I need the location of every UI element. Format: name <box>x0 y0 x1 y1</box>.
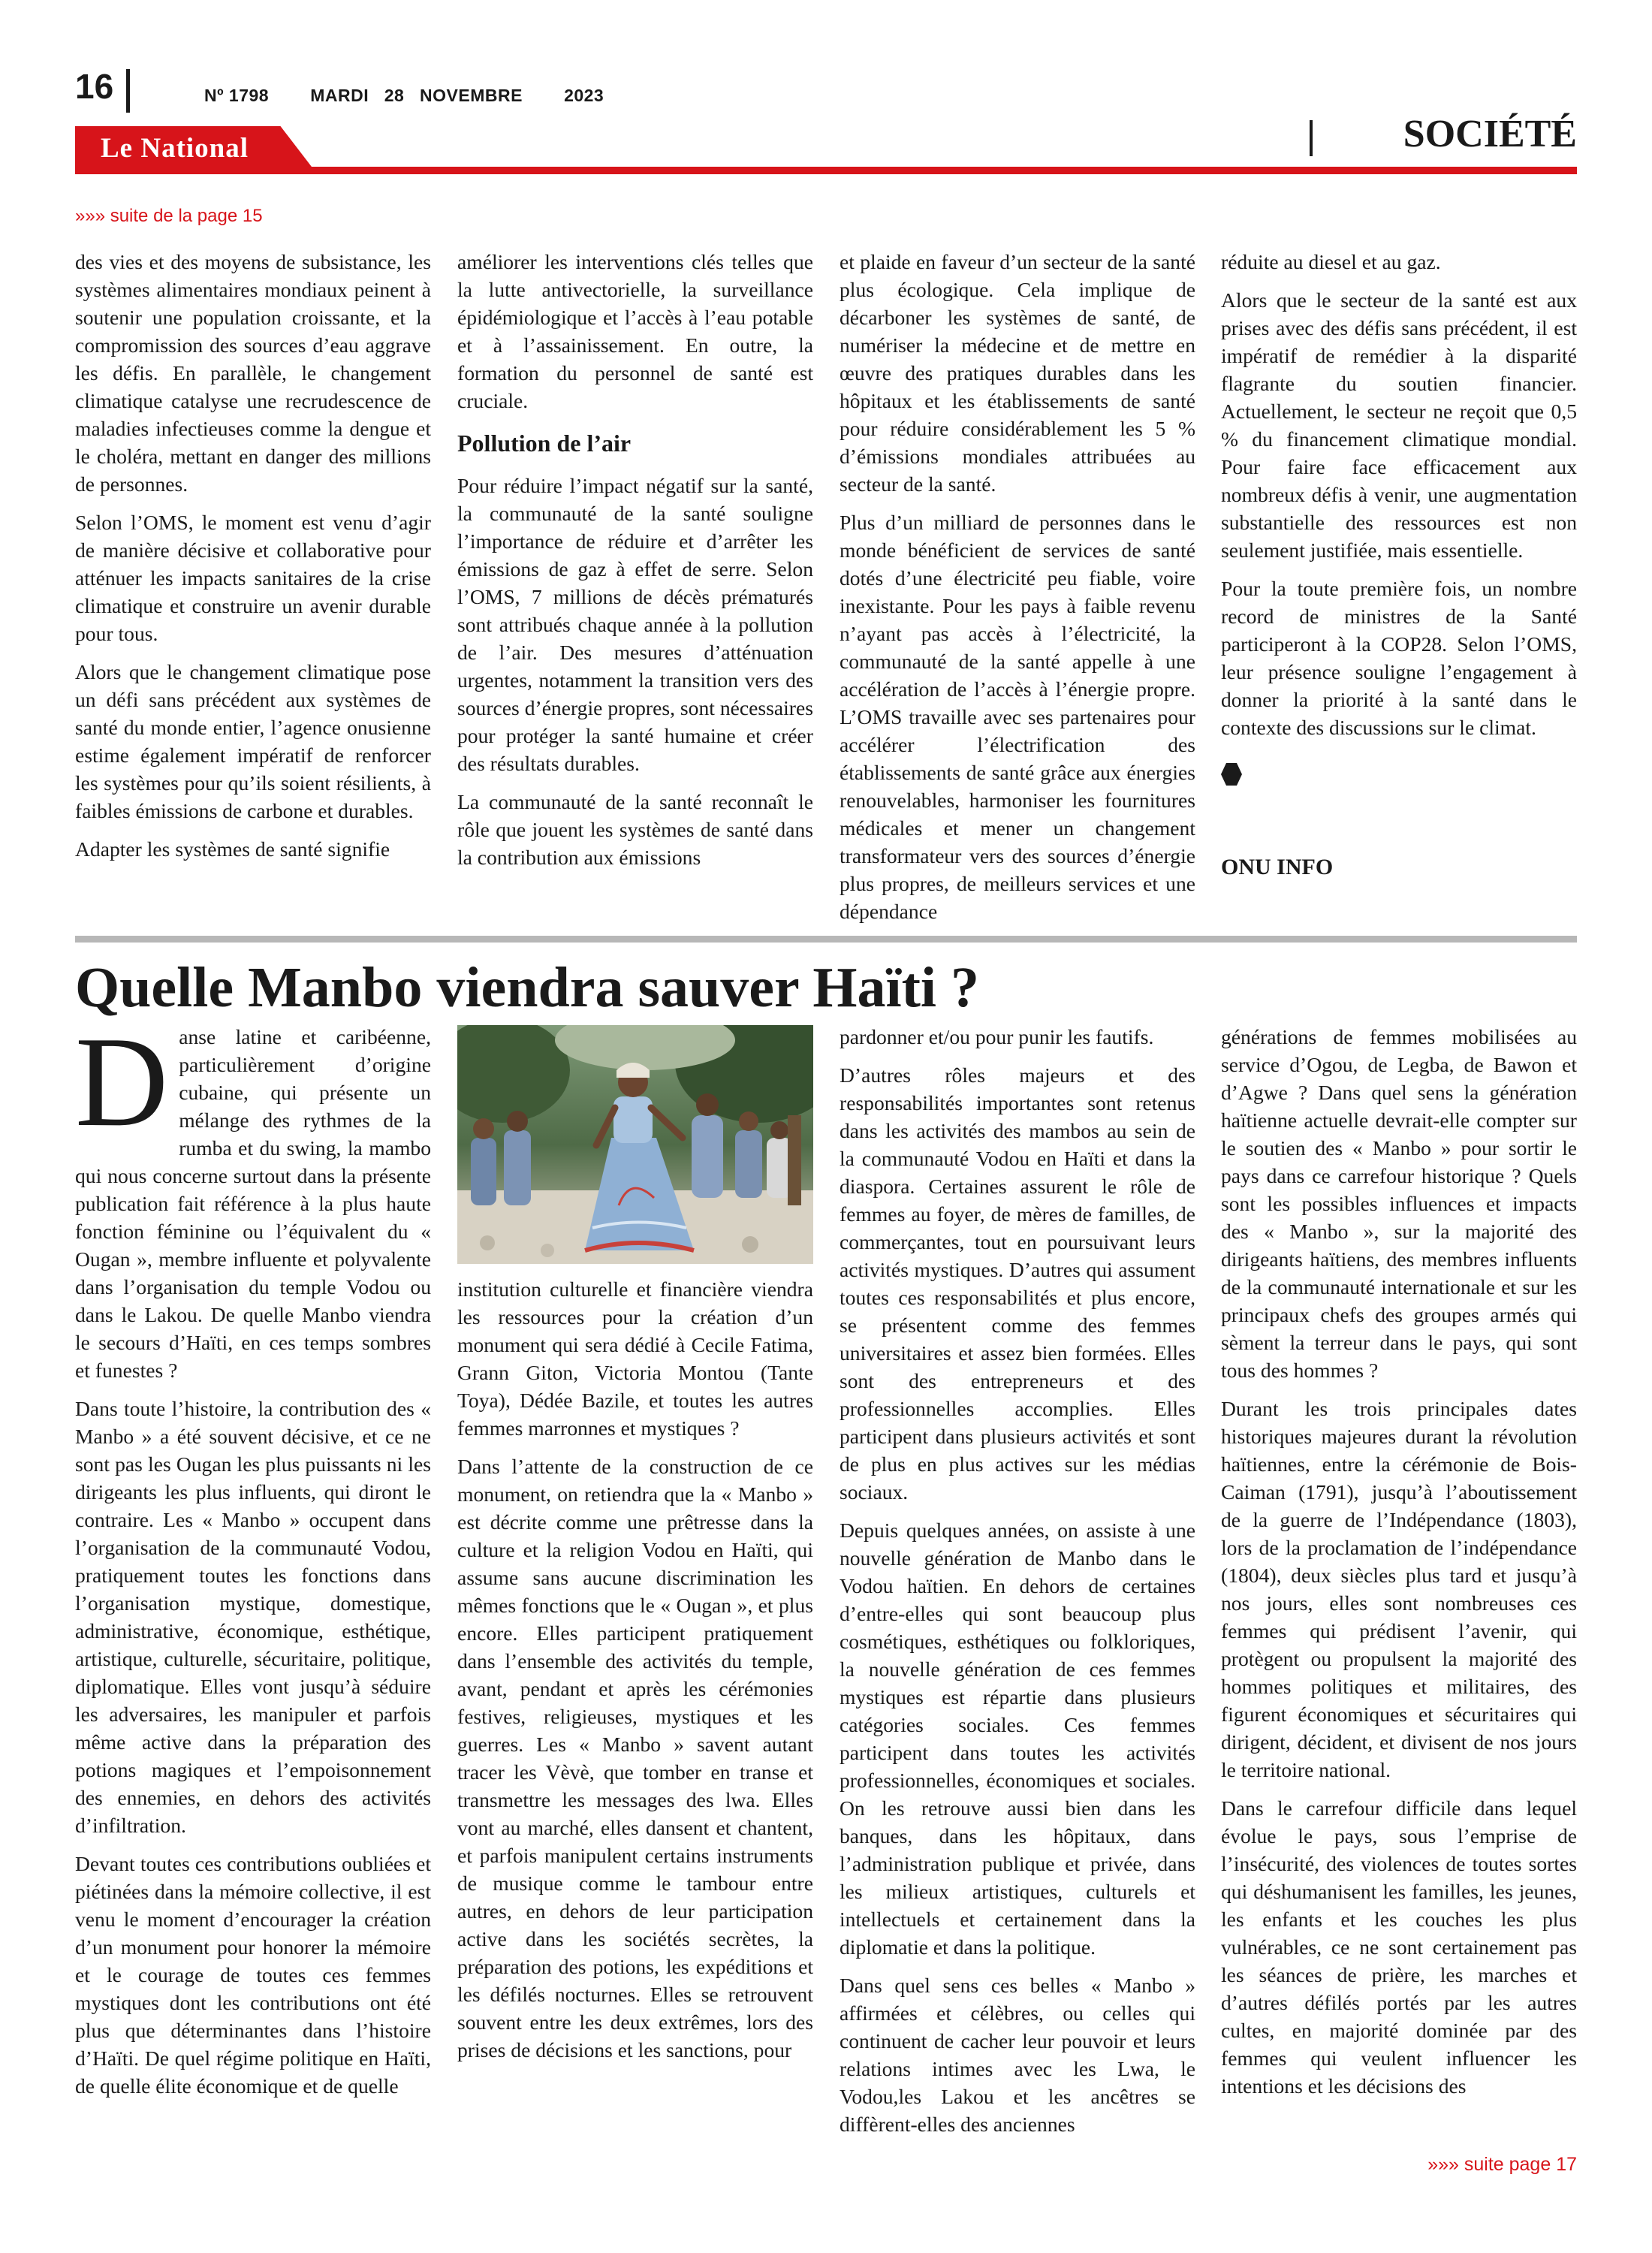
article-separator <box>75 936 1577 943</box>
drop-cap: D <box>75 1011 169 1154</box>
issue-year: 2023 <box>564 86 604 105</box>
paragraph: Dans l’attente de la construction de ce monument, on retiendra que la « Manbo » est décrite comme une prêtresse dans la culture et la religion Vodou en Haïti, qui assume sans aucune discrimination les mêmes fonctions que le « Ougan », et plus encore. Elles participent pratiquement dans l’ensemble des activités du temple, avant, pendant et après les cérémonies festives, religieuses, mystiques et les guerres. Les « Manbo » savent autant tracer les Vèvè, que tomber en transe et transmettre les messages des lwa. Elles vont au marché, elles dansent et chantent, et parfois manipulent certains instruments de musique comme le tambour entre autres, en dehors de leur participation active dans les sociétés secrètes, la préparation des potions, les expéditions et les défilés nocturnes. Elles se retrouvent souvent entre les deux extrêmes, lors des prises de décisions et les sanctions, pour <box>457 1455 813 2061</box>
article-byline: ONU INFO <box>1221 855 1334 879</box>
page-number: 16 <box>75 67 114 106</box>
paragraph: Alors que le changement climatique pose un défi sans précédent aux systèmes de santé du monde entier, l’agence onusienne estime également impératif de renforcer les systèmes pour qu’ils soient résilients, à faibles émissions de carbone et durables. <box>75 660 431 822</box>
paragraph: D’autres rôles majeurs et des responsabilités importantes sont retenus dans les activités des mambos au sein de la communauté Vodou en Haïti et dans la diaspora. Certaines assurent le rôle de femmes au foyer, de mères de familles, de commerçantes, tout en poursuivant leurs activités mystiques. D’autres qui assument toutes ces responsabilités et plus encore, se présentent comme des femmes universitaires et assez bien formées. Elles sont des entrepreneurs et des professionnelles accomplies. Elles participent dans plusieurs activités et sont de plus en plus actives sur les médias sociaux. <box>840 1063 1195 1504</box>
article-photo <box>457 1025 813 1264</box>
paragraph: Adapter les systèmes de santé signifie <box>75 837 390 861</box>
paragraph: Dans toute l’histoire, la contribution des « Manbo » a été souvent décisive, et ce ne sont pas les Ougan les plus puissants ni les dirigeants les plus influents, qui diront le contraire. Les « Manbo » occupent dans l’organisation de la communauté Vodou, pratiquement toutes les fonctions dans l’organisation mystique, domestique, administrative, économique, esthétique, artistique, culturelle, sécuritaire, politique, diplomatique. Elles vont jusqu’à séduire les adversaires, les manipuler et parfois même active dans la préparation des potions magiques et l’empoisonnement des ennemies, en dehors des activités d’infiltration. <box>75 1397 431 1837</box>
header-rule <box>75 167 1577 174</box>
top-article-column-1 <box>75 248 431 924</box>
issue-day: MARDI <box>310 86 369 105</box>
paragraph: institution culturelle et financière viendra les ressources pour la création d’un monument qui sera dédié à Cecile Fatima, Grann Giton, Victoria Montou (Tante Toya), Dédée Bazile, et toutes les autres femmes marronnes et mystiques ? <box>457 1277 813 1440</box>
masthead-logo: Le National <box>101 133 249 164</box>
issue-number: Nº 1798 <box>204 86 270 105</box>
paragraph: Pour la toute première fois, un nombre record de ministres de la Santé participeront à la COP28. Selon l’OMS, leur présence souligne l’engagement à donner la priorité à la santé dans le contexte des discussions sur le climat. <box>1221 577 1577 739</box>
paragraph: Pour réduire l’impact négatif sur la santé, la communauté de la santé souligne l’importance de réduire et d’arrêter les émissions de gaz à effet de serre. Selon l’OMS, 7 millions de décès prématurés sont attribués chaque année à la pollution de l’air. Des mesures d’atténuation urgentes, notamment la transition vers des sources d’énergie propres, sont nécessaires pour protéger la santé humaine et créer des résultats durables. <box>457 474 813 775</box>
continued-from-label: »»» suite de la page 15 <box>75 206 263 226</box>
paragraph: Durant les trois principales dates historiques majeures durant la révolution haïtiennes, entre la cérémonie de Bois-Caiman (1791), jusqu’à l’aboutissement de la guerre de l’Indépendance (1803), lors de la proclamation de l’indépendance (1804), deux siècles plus tard et jusqu’à nos jours, elles sont nombreuses ces femmes qui prédisent l’avenir, qui protègent ou propulsent la majorité des hommes politiques et militaires, des figurent économiques et sécuritaires qui dirigent, décident, et divisent de nos jours le territoire national. <box>1221 1397 1577 1781</box>
main-article-column-2 <box>457 1275 813 2157</box>
issue-date-line <box>204 86 604 106</box>
lead-paragraph <box>75 1011 431 1384</box>
page-number-divider <box>126 69 130 113</box>
paragraph: réduite au diesel et au gaz. <box>1221 250 1441 273</box>
main-article-column-1 <box>75 1011 431 2157</box>
paragraph: Devant toutes ces contributions oubliées et piétinées dans la mémoire collective, il est venu le moment d’encourager la création d’un monument pour honorer la mémoire et le courage de toutes ces femmes mystiques dont les contributions ont été plus que déterminantes dans l’histoire d’Haïti. De quel régime politique en Haïti, de quelle élite économique et de quelle <box>75 1852 431 2098</box>
paragraph: pardonner et/ou pour punir les fautifs. <box>840 1025 1154 1048</box>
top-article-column-4 <box>1221 248 1577 924</box>
issue-month: NOVEMBRE <box>420 86 523 105</box>
paragraph: Plus d’un milliard de personnes dans le monde bénéficient de services de santé dotés d’une électricité peu fiable, voire inexistante. Pour les pays à faible revenu n’ayant pas accès à l’électricité, la communauté de la santé appelle à une accélération de l’accès à l’énergie propre. L’OMS travaille avec ses partenaires pour accélérer l’électrification des établissements de santé grâce aux énergies renouvelables, harmoniser les fournitures médicales et mener un changement transformateur vers des sources d’énergie plus propres, de meilleurs services et une dépendance <box>840 511 1195 923</box>
paragraph: Selon l’OMS, le moment est venu d’agir de manière décisive et collaborative pour atténuer les impacts sanitaires de la crise climatique et construire un avenir durable pour tous. <box>75 511 431 645</box>
section-title: SOCIÉTÉ <box>1403 113 1577 155</box>
paragraph: Dans quel sens ces belles « Manbo » affirmées et célèbres, ou celles qui continuent de cacher leur pouvoir et leurs relations intimes avec les Lwa, le Vodou,les Lakou et les ancêtres se diffèrent-elles des anciennes <box>840 1974 1195 2136</box>
section-divider <box>1310 120 1313 156</box>
top-article-column-2 <box>457 248 813 924</box>
issue-date-day: 28 <box>384 86 405 105</box>
paragraph: générations de femmes mobilisées au service d’Ogou, de Legba, de Bawon et d’Agwe ? Dans quel sens la génération haïtienne actuelle devrait-elle compter sur le soutien des « Manbo » pour sortir le pays dans ce carrefour historique ? Quels sont les possibles influences et impacts des « Manbo », sur la majorité des dirigeants haïtiens, des membres influents de la communauté internationale et sur les principaux chefs des groupes armés qui sèment la terreur dans le pays, qui sont tous des hommes ? <box>1221 1025 1577 1382</box>
subheading: Pollution de l’air <box>457 430 632 457</box>
lead-text: anse latine et caribéenne, particulièrement d’origine cubaine, qui présente un mélange des rythmes de la rumba et du swing, la mambo qui nous concerne surtout dans la présente publication fait référence à la plus haute fonction féminine ou l’équivalent du « Ougan », membre influente et polyvalente dans l’organisation du temple Vodou ou dans le Lakou. De quelle Manbo viendra le secours d’Haïti, en ces temps sombres et funestes ? <box>75 1025 431 1382</box>
paragraph: améliorer les interventions clés telles que la lutte antivectorielle, la surveillance épidémiologique et l’accès à l’eau potable et à l’assainissement. En outre, la formation du personnel de santé est cruciale. <box>457 250 813 412</box>
main-article-column-3 <box>840 1023 1195 2157</box>
paragraph: Depuis quelques années, on assiste à une nouvelle génération de Manbo dans le Vodou haïtien. En dehors de certaines d’entre-elles qui sont beaucoup plus cosmétiques, esthétiques ou folkloriques, la nouvelle génération de ces femmes mystiques est répartie dans plusieurs catégories sociales. Ces femmes participent dans toutes les activités professionnelles, économiques et sociales. On les retrouve aussi bien dans les banques, dans les hôpitaux, dans l’administration publique et privée, dans les milieux artistiques, culturels et intellectuels et certainement dans la diplomatie et dans la politique. <box>840 1519 1195 1959</box>
article-headline: Quelle Manbo viendra sauver Haïti ? <box>75 956 980 1019</box>
paragraph: Dans le carrefour difficile dans lequel évolue le pays, sous l’emprise de l’insécurité, des violences de toutes sortes qui déshumanisent les familles, les jeunes, les enfants et les couches les plus vulnérables, ce ne sont certainement pas les séances de prière, les marches et d’autres défilés portés par les autres cultes, en majorité dominée par des femmes qui veulent influencer les intentions et les décisions des <box>1221 1796 1577 2098</box>
top-article-column-3 <box>840 248 1195 924</box>
manbo-dancer-photo-icon <box>457 1025 813 1264</box>
paragraph: Alors que le secteur de la santé est aux prises avec des défis sans précédent, il est impératif de remédier à la disparité flagrante du soutien financier. Actuellement, le secteur ne reçoit que 0,5 % du financement climatique mondial. Pour faire face efficacement aux nombreux défis à venir, une augmentation substantielle des ressources est non seulement justifiée, mais essentielle. <box>1221 288 1577 562</box>
continued-to-label[interactable]: »»» suite page 17 <box>1427 2154 1577 2175</box>
main-article-column-4 <box>1221 1023 1577 2157</box>
paragraph: et plaide en faveur d’un secteur de la santé plus écologique. Cela implique de décarboner les systèmes de santé, de numériser la médecine et de mettre en œuvre des pratiques durables dans les hôpitaux et les établissements de santé pour réduire considérablement les 5 % d’émissions mondiales attribuées au secteur de la santé. <box>840 250 1195 496</box>
paragraph: La communauté de la santé reconnaît le rôle que jouent les systèmes de santé dans la contribution aux émissions <box>457 790 813 869</box>
paragraph: des vies et des moyens de subsistance, les systèmes alimentaires mondiaux peinent à soutenir une population croissante, et la compromission des sources d’eau aggrave les défis. En parallèle, le changement climatique catalyse une recrudescence de maladies infectieuses comme la dengue et le choléra, mettant en danger des millions de personnes. <box>75 250 431 496</box>
